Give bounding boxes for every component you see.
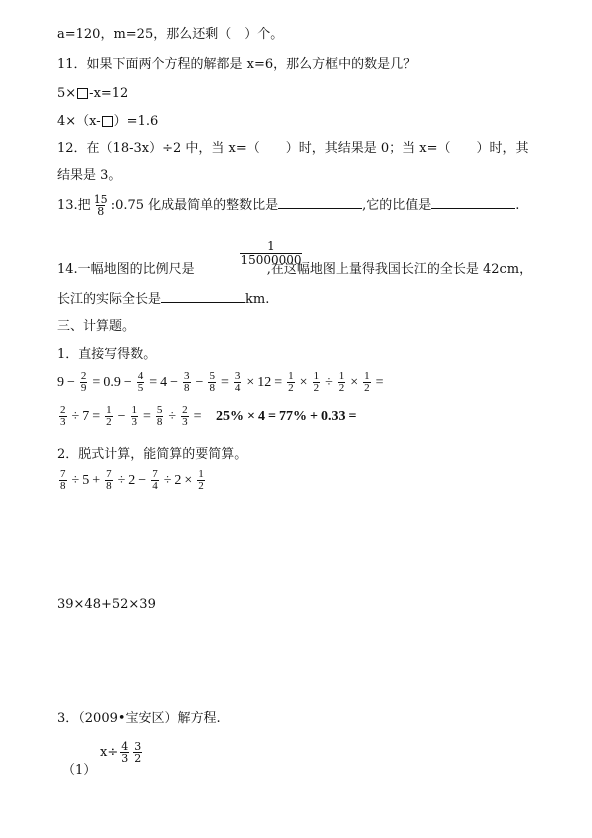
number: 9 [57,375,64,390]
denominator: 3 [121,752,129,765]
denominator: 2 [134,752,142,765]
text-line: a=120，m=25，那么还剩（ ）个。 [57,27,284,42]
numerator: 1 [288,370,294,383]
numerator: 3 [234,370,241,383]
answer-blank [161,290,245,303]
eq-part: ）=1.6 [113,114,159,129]
q13-part: . [515,198,520,213]
question-12: 12．在（18-3x）÷2 中，当 x=（ ）时，其结果是 0；当 x=（ ）时，其 [57,141,529,156]
numerator: 3 [134,740,142,753]
denominator: 4 [152,480,158,493]
q14-part: ,在这幅地图上量得我国长江的全长是 42cm， [266,262,533,277]
fraction [363,371,371,394]
numerator: 2 [60,404,66,417]
denominator: 2 [198,480,204,493]
denominator: 8 [184,382,190,395]
fraction [105,405,113,428]
percent: 77% [278,409,307,424]
numerator: 1 [106,404,112,417]
question-2: 2．脱式计算，能简算的要简算。 [57,447,248,462]
percent: 25% [216,409,244,424]
denominator: 3 [60,416,66,429]
fraction [234,371,242,394]
denominator: 8 [97,205,105,218]
numerator: 1 [338,370,345,383]
question-14-cont [57,290,269,309]
denominator: 8 [156,416,163,429]
expression-q2-b: 39×48+52×39 [57,597,156,612]
fraction [80,371,88,394]
denominator: 5 [137,382,144,395]
numerator: 1 [313,370,320,383]
denominator: 4 [234,382,241,395]
section-title: 三、计算题。 [57,319,136,334]
equation-11-1 [57,85,128,103]
question-3: 3．（2009•宝安区）解方程. [57,711,221,726]
fraction [59,405,67,428]
denominator: 8 [209,382,215,395]
denominator: 8 [106,480,112,493]
number: 2 [128,473,136,488]
number: 2 [174,473,182,488]
numerator: 1 [198,468,204,481]
numerator: 7 [106,468,112,481]
eq-part: 4×（x- [57,114,101,129]
denominator: 2 [106,416,112,429]
sub-question-label: （1） [62,763,97,778]
question-11: 11．如果下面两个方程的解都是 x=6，那么方框中的数是几？ [57,57,417,72]
fraction [181,405,189,428]
equation-11-2 [57,113,158,131]
question-14 [57,261,532,279]
eq-part: -x=12 [89,86,129,101]
q14-part: 长江的实际全长是 [57,292,162,307]
denominator: 2 [313,382,320,395]
numerator: 1 [131,404,137,417]
fraction [137,371,145,394]
eq-part: 5× [57,86,77,101]
q14-part: 14.一幅地图的比例尺是 [57,262,195,277]
calc-row-1: 9 − $\frac{2}{9}$ = 0.9 − $\frac{4}{5}$ = 4 − $\frac{3}{8}$ − $\frac{5}{8}$ = $\frac{3}{4}$ × 12 = $\frac{1}{2}$ × $\frac{1}{2}$ ÷ $\frac{1}{2}$ × $\frac{1}{2}$ = [57,370,384,395]
fraction [313,371,321,394]
blank-box [77,88,88,99]
numerator: 5 [209,370,215,383]
numerator: 7 [60,468,66,481]
answer-blank [431,196,515,209]
numerator: 4 [121,740,129,753]
denominator: 9 [80,382,87,395]
fraction [131,405,139,428]
numerator: 1 [267,239,275,253]
numerator: 15 [93,193,108,206]
question-13 [57,194,519,217]
blank-box [102,116,113,127]
fraction [183,371,191,394]
number: 4 [160,375,168,390]
denominator: 2 [288,382,294,395]
numerator: 2 [182,404,188,417]
q13-part: :0.75 化成最简单的整数比是 [110,198,279,213]
fraction [59,469,67,492]
number: 7 [82,409,90,424]
fraction [208,371,216,394]
denominator: 8 [60,480,66,493]
numerator: 3 [184,370,190,383]
fraction [287,371,295,394]
q13-part: ,它的比值是 [362,198,432,213]
fraction [93,194,109,217]
numerator: 4 [137,370,144,383]
number: 4 [257,409,265,424]
denominator: 15000000 [240,253,302,267]
question-12-cont: 结果是 3。 [57,168,122,183]
numerator: 7 [152,468,158,481]
fraction [105,469,113,492]
denominator: 3 [182,416,188,429]
expression-q2: $\frac{7}{8}$ ÷ 5 + $\frac{7}{8}$ ÷ 2 − $\frac{7}{4}$ ÷ 2 × $\frac{1}{2}$ [60,468,204,493]
fraction [120,741,129,764]
question-1: 1．直接写得数。 [57,347,157,362]
number: 0.9 [103,375,121,390]
q13-part: 13.把 [57,198,91,213]
numerator: 2 [80,370,87,383]
answer-blank [278,196,362,209]
fraction [197,469,205,492]
denominator: 2 [364,382,370,395]
number: 12 [257,375,272,390]
denominator: 3 [131,416,137,429]
fraction [338,371,346,394]
fraction [133,741,142,764]
calc-row-2: $\frac{2}{3}$ ÷ 7 = $\frac{1}{2}$ − $\frac{1}{3}$ = $\frac{5}{8}$ ÷ $\frac{2}{3}$ = 25% × 4 = 77% + 0.33 = [60,404,357,429]
fraction [156,405,164,428]
numerator: 5 [156,404,163,417]
equation-q3-1 [100,740,144,766]
number: 0.33 [320,409,346,424]
eq-part: x÷ [100,745,119,760]
number: 5 [82,473,90,488]
fraction [151,469,159,492]
numerator: 1 [364,370,370,383]
denominator: 2 [338,382,345,395]
q14-unit: km. [245,292,270,307]
